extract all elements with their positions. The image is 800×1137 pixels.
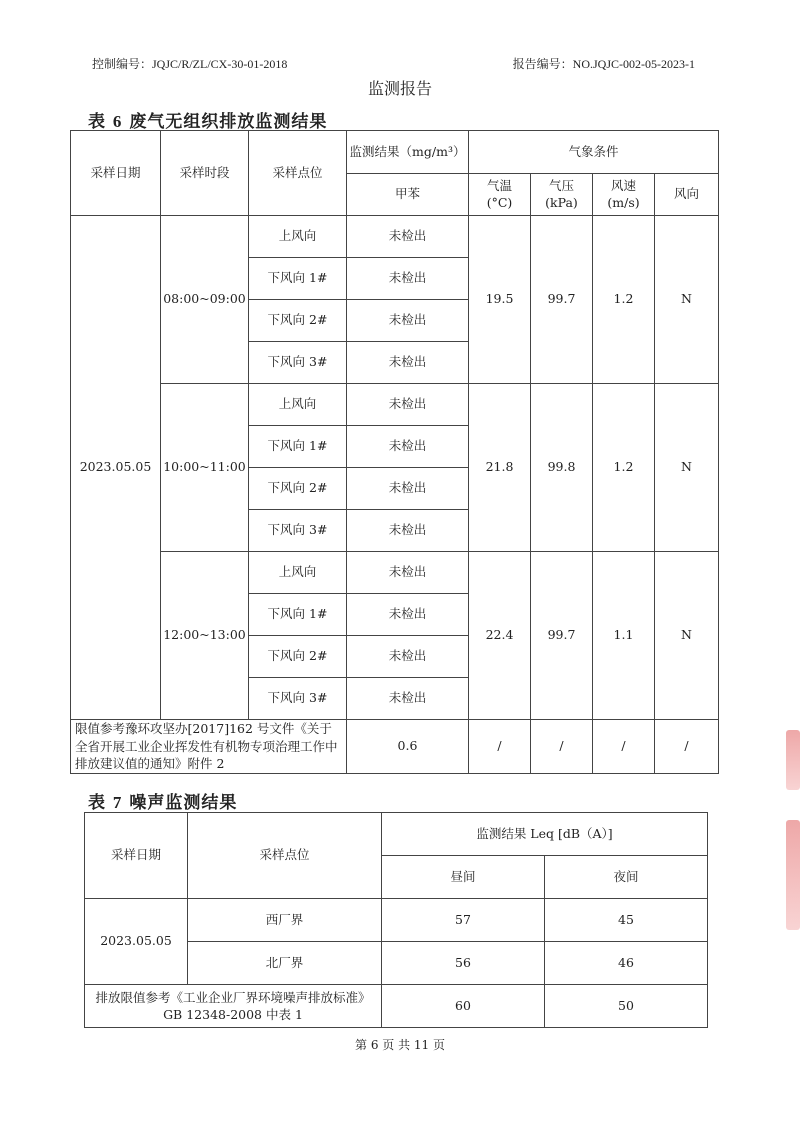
header-toluene: 甲苯	[347, 174, 469, 216]
cell-toluene-value: 未检出	[347, 636, 469, 678]
limit-reference-text: 限值参考豫环攻坚办[2017]162 号文件《关于全省开展工业企业挥发性有机物专项治理工作中排放建议值的通知》附件 2	[71, 720, 347, 774]
cell-wind-speed: 1.2	[593, 216, 655, 384]
cell-pressure: 99.7	[531, 552, 593, 720]
cell-sampling-date: 2023.05.05	[71, 216, 161, 720]
cell-daytime-value: 56	[382, 942, 545, 985]
table7-header-row-1	[85, 813, 708, 856]
cell-daytime-value: 57	[382, 899, 545, 942]
cell-pressure: 99.7	[531, 216, 593, 384]
noise-results-table	[84, 812, 708, 1028]
cell-nighttime-value: 45	[545, 899, 708, 942]
table7-title-number: 7	[112, 793, 123, 812]
header-sampling-point: 采样点位	[188, 813, 382, 899]
cell-toluene-value: 未检出	[347, 678, 469, 720]
header-wind-speed: 风速 (m/s)	[593, 174, 655, 216]
table-row	[85, 899, 708, 942]
cell-toluene-value: 未检出	[347, 552, 469, 594]
cell-sampling-point: 下风向 3#	[249, 510, 347, 552]
limit-temperature: /	[469, 720, 531, 774]
table6-header-row-1	[71, 131, 719, 174]
cell-sampling-period: 12:00~13:00	[161, 552, 249, 720]
cell-temperature: 21.8	[469, 384, 531, 552]
limit-pressure: /	[531, 720, 593, 774]
header-wind-direction: 风向	[655, 174, 719, 216]
cell-wind-direction: N	[655, 216, 719, 384]
limit-wind-direction: /	[655, 720, 719, 774]
page-number: 第 6 页 共 11 页	[355, 1038, 445, 1052]
table7-title-text: 噪声监测结果	[129, 793, 238, 813]
table6-title-number: 6	[112, 112, 123, 131]
cell-toluene-value: 未检出	[347, 216, 469, 258]
header-noise-result: 监测结果 Leq [dB（A）]	[382, 813, 708, 856]
report-number: 报告编号：NO.JQJC-002-05-2023-1	[512, 57, 695, 71]
cell-toluene-value: 未检出	[347, 258, 469, 300]
cell-sampling-period: 10:00~11:00	[161, 384, 249, 552]
cell-sampling-point: 上风向	[249, 384, 347, 426]
seal-edge-mark	[786, 820, 800, 930]
seal-edge-mark	[786, 730, 800, 790]
table7-title	[88, 788, 237, 813]
cell-sampling-point: 下风向 3#	[249, 678, 347, 720]
cell-toluene-value: 未检出	[347, 594, 469, 636]
cell-sampling-point: 下风向 1#	[249, 594, 347, 636]
cell-toluene-value: 未检出	[347, 384, 469, 426]
cell-toluene-value: 未检出	[347, 468, 469, 510]
control-number: 控制编号：JQJC/R/ZL/CX-30-01-2018	[92, 57, 288, 71]
waste-gas-results-table	[70, 130, 719, 774]
cell-sampling-point: 下风向 1#	[249, 426, 347, 468]
cell-sampling-point: 西厂界	[188, 899, 382, 942]
table7-title-prefix: 表	[88, 793, 106, 813]
table-row	[71, 552, 719, 594]
cell-sampling-point: 下风向 2#	[249, 636, 347, 678]
cell-sampling-period: 08:00~09:00	[161, 216, 249, 384]
cell-sampling-point: 下风向 2#	[249, 300, 347, 342]
cell-sampling-point: 下风向 3#	[249, 342, 347, 384]
noise-limit-daytime: 60	[382, 985, 545, 1028]
header-nighttime: 夜间	[545, 856, 708, 899]
header-temperature: 气温 (°C)	[469, 174, 531, 216]
noise-limit-nighttime: 50	[545, 985, 708, 1028]
limit-wind-speed: /	[593, 720, 655, 774]
cell-toluene-value: 未检出	[347, 342, 469, 384]
table6-title-prefix: 表	[88, 112, 106, 132]
cell-sampling-point: 下风向 1#	[249, 258, 347, 300]
header-sampling-period: 采样时段	[161, 131, 249, 216]
limit-value: 0.6	[347, 720, 469, 774]
cell-toluene-value: 未检出	[347, 510, 469, 552]
cell-temperature: 22.4	[469, 552, 531, 720]
cell-wind-direction: N	[655, 552, 719, 720]
table-row	[71, 216, 719, 258]
cell-sampling-point: 上风向	[249, 216, 347, 258]
header-weather-conditions: 气象条件	[469, 131, 719, 174]
cell-sampling-point: 上风向	[249, 552, 347, 594]
cell-wind-speed: 1.2	[593, 384, 655, 552]
document-title: 监测报告	[367, 79, 432, 98]
cell-temperature: 19.5	[469, 216, 531, 384]
cell-wind-speed: 1.1	[593, 552, 655, 720]
cell-sampling-point: 下风向 2#	[249, 468, 347, 510]
header-sampling-date: 采样日期	[85, 813, 188, 899]
cell-wind-direction: N	[655, 384, 719, 552]
noise-limit-reference-text: 排放限值参考《工业企业厂界环境噪声排放标准》 GB 12348-2008 中表 1	[85, 985, 382, 1028]
cell-sampling-point: 北厂界	[188, 942, 382, 985]
header-daytime: 昼间	[382, 856, 545, 899]
header-sampling-point: 采样点位	[249, 131, 347, 216]
limit-row	[71, 720, 719, 774]
cell-nighttime-value: 46	[545, 942, 708, 985]
cell-toluene-value: 未检出	[347, 426, 469, 468]
header-monitoring-result: 监测结果（mg/m³）	[347, 131, 469, 174]
table-row	[71, 384, 719, 426]
table6-title	[88, 107, 327, 132]
cell-toluene-value: 未检出	[347, 300, 469, 342]
cell-sampling-date: 2023.05.05	[85, 899, 188, 985]
cell-pressure: 99.8	[531, 384, 593, 552]
header-sampling-date: 采样日期	[71, 131, 161, 216]
table6-title-text: 废气无组织排放监测结果	[129, 112, 328, 132]
limit-row	[85, 985, 708, 1028]
header-pressure: 气压 (kPa)	[531, 174, 593, 216]
